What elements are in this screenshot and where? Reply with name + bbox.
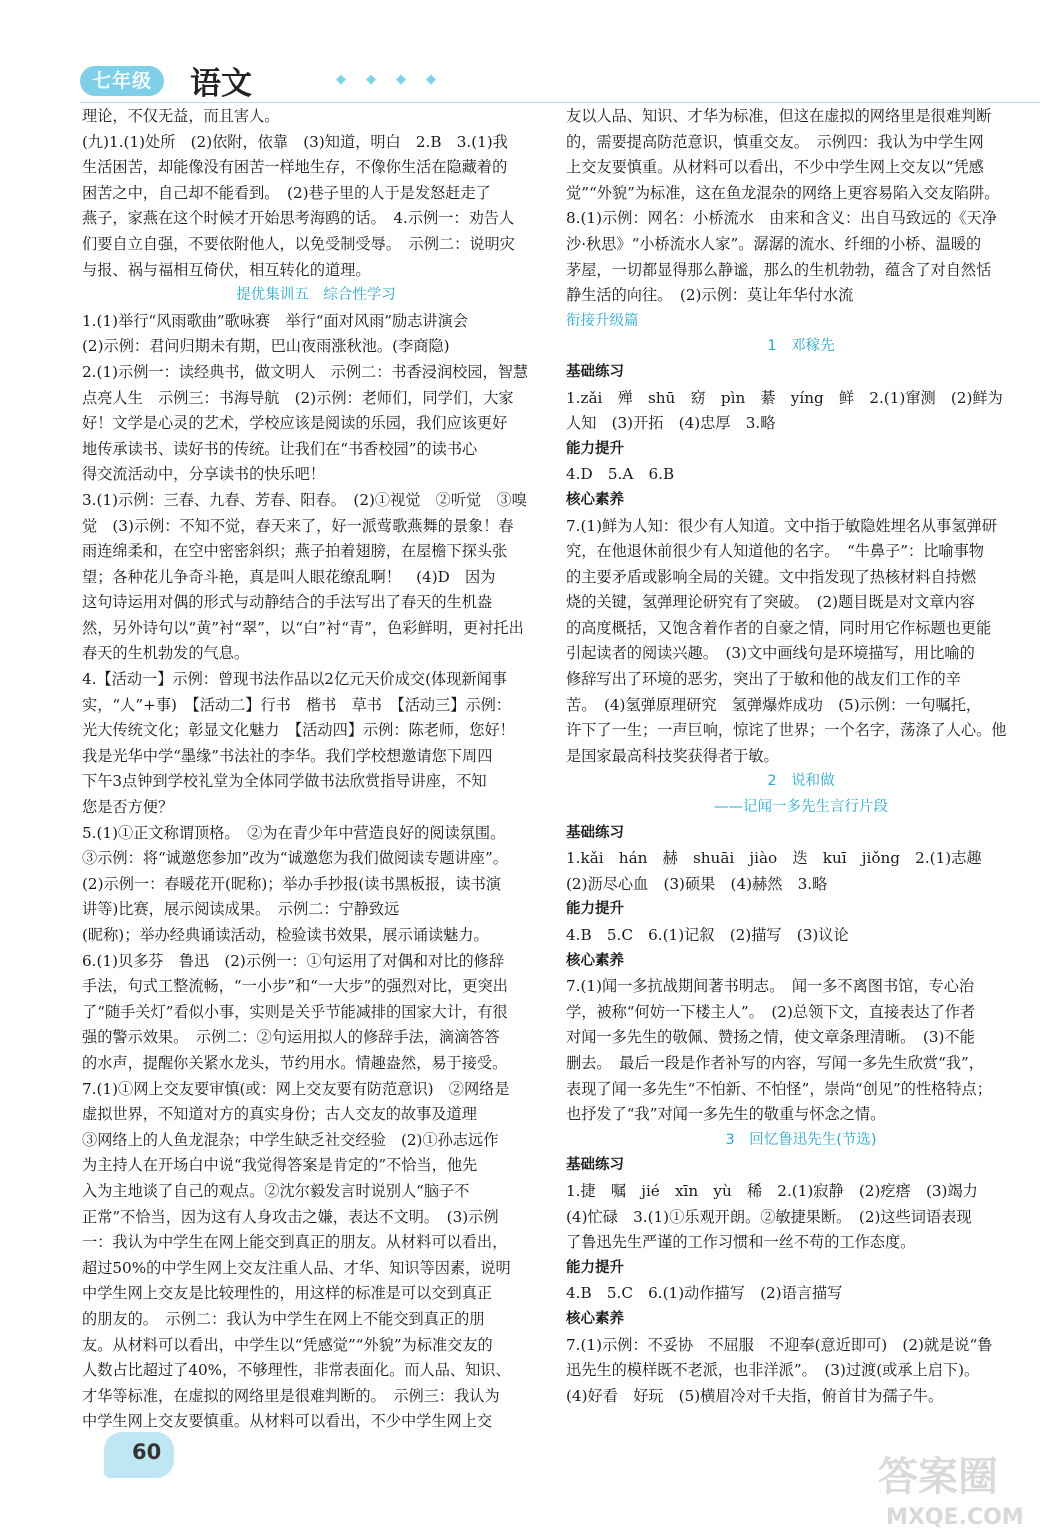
answer-line: 光大传统文化；彰显文化魅力 【活动四】示例：陈老师，您好！: [82, 721, 515, 740]
answer-line: 实，“人”+事) 【活动二】行书 楷书 草书 【活动三】示例：: [82, 695, 512, 714]
answer-line: 为主持人在开场白中说“我觉得答案是肯定的”不恰当，他先: [82, 1156, 478, 1175]
answer-line: 1.(1)举行“风雨歌曲”歌咏赛 举行“面对风雨”励志讲演会: [82, 311, 468, 330]
answer-line: 提优集训五 综合性学习: [236, 287, 396, 304]
answer-line: 许下了一生；一声巨响，惊诧了世界；一个名字，荡涤了人心。他: [566, 721, 1007, 740]
answer-line: 了鲁迅先生严谨的工作习惯和一丝不苟的工作态度。: [566, 1233, 916, 1252]
answer-line: 们要自立自强，不要依附他人，以免受制受辱。 示例二：说明灾: [82, 234, 515, 253]
answer-line: 与报、祸与福相互倚伏，相互转化的道理。: [82, 260, 371, 279]
answer-line: 4.B 5.C 6.(1)记叙 (2)描写 (3)议论: [566, 926, 849, 944]
watermark-url: MXQE.COM: [886, 1505, 1024, 1530]
right-answer-column: [566, 104, 1036, 1409]
answer-line: 7.(1)①网上交友要审慎(或：网上交友要有防范意识) ②网络是: [82, 1079, 510, 1098]
answer-line: 沙·秋思》“小桥流水人家”。潺潺的流水、纤细的小桥、温暖的: [566, 234, 982, 253]
answer-line: 学，被称“何妨一下楼主人”。 (2)总领下文，直接表达了作者: [566, 1002, 976, 1021]
answer-line: 春天的生机勃发的气息。: [82, 644, 250, 663]
answer-line: 7.(1)闻一多抗战期间著书明志。 闻一多不离图书馆，专心治: [566, 977, 975, 996]
subject-title: 语文: [190, 66, 252, 102]
answer-line: 友以人品、知识、才华为标准，但这在虚拟的网络里是很难判断: [566, 107, 992, 125]
answer-line: 虚拟世界，不知道对方的真实身份；古人交友的故事及道理: [82, 1105, 477, 1124]
answer-line: (昵称)；举办经典诵读活动，检验读书效果，展示诵读魅力。: [82, 926, 489, 944]
answer-line: 苦。 (4)氢弹原理研究 氢弹爆炸成功 (5)示例：一句嘱托，: [566, 695, 982, 714]
answer-line: 雨连绵柔和，在空中密密斜织；燕子拍着翅膀，在屋檐下探头张: [82, 542, 508, 561]
answer-line: 1.zǎi 殚 shū 窈 pìn 綦 yíng 鲜 2.(1)窜测 (2)鲜为: [566, 388, 1003, 407]
answer-line: 基础练习: [566, 824, 624, 841]
answer-line: ③示例：将“诚邀您参加”改为“诚邀您为我们做阅读专题讲座”。: [82, 849, 508, 868]
decorative-stars: ◆◆◆◆: [336, 72, 456, 87]
page-number: 60: [132, 1440, 162, 1464]
answer-line: (4)忙碌 3.(1)①乐观开朗。②敏捷果断。 (2)这些词语表现: [566, 1207, 972, 1226]
answer-line: 的水声，提醒你关紧水龙头，节约用水。情趣盎然，易于接受。: [82, 1053, 508, 1072]
answer-line: 的主要矛盾或影响全局的关键。文中指发现了热核材料自持燃: [566, 567, 977, 586]
answer-line: 下午3点钟到学校礼堂为全体同学做书法欣赏指导讲座，不知: [82, 772, 487, 791]
answer-line: 2 说和做: [767, 773, 835, 790]
answer-line: 2.(1)示例一：读经典书，做文明人 示例二：书香浸润校园，智慧: [82, 362, 529, 381]
answer-line: 上交友要慎重。从材料可以看出，不少中学生网上交友以“凭感: [566, 158, 984, 177]
answer-line: 才华等标准，在虚拟的网络里是很难判断的。 示例三：我认为: [82, 1386, 500, 1405]
answer-line: 得交流活动中，分享读书的快乐吧！: [82, 465, 325, 484]
answer-line: 好！文学是心灵的艺术，学校应该是阅读的乐园，我们应该更好: [82, 414, 508, 433]
answer-line: 5.(1)①正文称谓顶格。 ②为在青少年中营造良好的阅读氛围。: [82, 823, 506, 842]
answer-line: (九)1.(1)处所 (2)依附，依靠 (3)知道，明白 2.B 3.(1)我: [82, 132, 508, 151]
answer-line: 能力提升: [566, 901, 624, 918]
watermark-logo: [872, 1440, 1032, 1532]
answer-line: 燕子，家燕在这个时候才开始思考海鸥的话。 4.示例一：劝告人: [82, 209, 515, 228]
answer-line: 8.(1)示例：网名：小桥流水 由来和含义：出自马致远的《天净: [566, 209, 997, 228]
answer-line: 4.D 5.A 6.B: [566, 465, 675, 484]
page-header: [0, 0, 1052, 110]
answer-line: 地传承读书、读好书的传统。让我们在“书香校园”的读书心: [82, 439, 478, 458]
answer-line: 对闻一多先生的敬佩、赞扬之情，使文章条理清晰。 (3)不能: [566, 1028, 975, 1047]
watermark-text: 答案圈: [878, 1454, 998, 1500]
answer-line: 您是否方便？: [82, 798, 174, 817]
answer-line: 4.【活动一】示例：曾现书法作品以2亿元天价成交(体现新闻事: [82, 670, 507, 689]
left-answer-column: [82, 104, 550, 1435]
answer-line: 衔接升级篇: [566, 312, 639, 329]
answer-line: ③网络上的人鱼龙混杂；中学生缺乏社交经验 (2)①孙志远作: [82, 1130, 499, 1149]
answer-line: 能力提升: [566, 440, 624, 457]
answer-line: 基础练习: [566, 363, 624, 380]
answer-line: 3 回忆鲁迅先生(节选): [725, 1131, 877, 1148]
answer-line: 我是光华中学“墨缘”书法社的李华。我们学校想邀请您下周四: [82, 746, 493, 765]
header-divider: [80, 102, 1040, 103]
answer-line: 6.(1)贝多芬 鲁迅 (2)示例一：①句运用了对偶和对比的修辞: [82, 951, 505, 970]
answer-line: 基础练习: [566, 1157, 624, 1174]
answer-line: 友。从材料可以看出，中学生以“凭感觉”“外貌”为标准交友的: [82, 1335, 493, 1354]
answer-line: 手法，句式工整流畅，“一小步”和“一大步”的强烈对比，更突出: [82, 977, 508, 996]
answer-line: 的，需要提高防范意识，慎重交友。 示例四：我认为中学生网: [566, 132, 984, 151]
answer-line: 1.捷 嘱 jié xīn yù 稀 2.(1)寂静 (2)疙瘩 (3)竭力: [566, 1181, 978, 1200]
answer-line: (2)示例一：春暖花开(昵称)；举办手抄报(读书黑板报，读书演: [82, 874, 501, 893]
answer-line: 理论，不仅无益，而且害人。: [82, 107, 280, 125]
answer-line: 1 邓稼先: [767, 338, 835, 355]
answer-line: 觉”“外貌”为标准，这在鱼龙混杂的网络上更容易陷入交友陷阱。: [566, 183, 1000, 202]
answer-line: 困苦之中，自己却不能看到。 (2)巷子里的人于是发怒赶走了: [82, 183, 491, 202]
answer-line: 能力提升: [566, 1259, 624, 1276]
answer-line: 正常”不恰当，因为这有人身攻击之嫌，表达不文明。 (3)示例: [82, 1207, 499, 1226]
grade-badge: 七年级: [80, 66, 164, 96]
answer-line: 4.B 5.C 6.(1)动作描写 (2)语言描写: [566, 1284, 843, 1303]
answer-line: 中学生网上交友是比较理性的，用这样的标准是可以交到真正: [82, 1284, 493, 1303]
answer-line: 删去。 最后一段是作者补写的内容，写闻一多先生欣赏“我”，: [566, 1053, 984, 1072]
answer-line: 然，另外诗句以“黄”衬“翠”，以“白”衬“青”，色彩鲜明，更衬托出: [82, 618, 524, 637]
answer-line: 7.(1)示例：不妥协 不屈服 不迎奉(意近即可) (2)就是说“鲁: [566, 1335, 993, 1354]
answer-line: (2)示例：君问归期未有期，巴山夜雨涨秋池。(李商隐): [82, 337, 450, 356]
answer-line: 也抒发了“我”对闻一多先生的敬重与怀念之情。: [566, 1105, 886, 1124]
answer-line: 茅屋，一切都显得那么静谧，那么的生机勃勃，蕴含了对自然恬: [566, 260, 992, 279]
answer-line: 人知 (3)开拓 (4)忠厚 3.略: [566, 414, 776, 433]
answer-line: 超过50%的中学生网上交友注重人品、才华、知识等因素，说明: [82, 1258, 511, 1277]
answer-line: 3.(1)示例：三春、九春、芳春、阳春。 (2)①视觉 ②听觉 ③嗅: [82, 490, 527, 509]
answer-line: 生活困苦，却能像没有困苦一样地生存，不像你生活在隐藏着的: [82, 158, 508, 177]
answer-line: 核心素养: [566, 491, 624, 508]
answer-line: (2)沥尽心血 (3)硕果 (4)赫然 3.略: [566, 874, 828, 893]
answer-line: 修辞写出了环境的恶劣，突出了于敏和他的战友们工作的辛: [566, 670, 961, 689]
answer-line: 引起读者的阅读兴趣。 (3)文中画线句是环境描写，用比喻的: [566, 644, 975, 663]
answer-line: 迅先生的模样既不老派，也非洋派”。 (3)过渡(或承上启下)。: [566, 1361, 980, 1380]
answer-line: 中学生网上交友要慎重。从材料可以看出，不少中学生网上交: [82, 1412, 493, 1431]
answer-line: 这句诗运用对偶的形式与动静结合的手法写出了春天的生机盎: [82, 593, 493, 612]
answer-line: 入为主地谈了自己的观点。②沈尔毅发言时说别人“脑子不: [82, 1181, 470, 1200]
answer-line: 的朋友的。 示例二：我认为中学生在网上不能交到真正的朋: [82, 1309, 485, 1328]
answer-line: 7.(1)鲜为人知：很少有人知道。文中指于敏隐姓埋名从事氢弹研: [566, 516, 997, 535]
answer-line: 人数占比超过了40%，不够理性，非常表面化。而人品、知识、: [82, 1361, 511, 1380]
answer-line: 强的警示效果。 示例二：②句运用拟人的修辞手法，滴滴答答: [82, 1028, 500, 1047]
answer-line: 觉 (3)示例：不知不觉，春天来了，好一派莺歌燕舞的景象！春: [82, 516, 514, 535]
answer-line: ——记闻一多先生言行片段: [714, 799, 888, 816]
answer-line: 究，在他退休前很少有人知道他的名字。 “牛鼻子”：比喻事物: [566, 542, 984, 561]
answer-line: 望；各种花儿争奇斗艳，真是叫人眼花缭乱啊！ (4)D 因为: [82, 567, 496, 586]
answer-line: (4)好看 好玩 (5)横眉冷对千夫指，俯首甘为孺子牛。: [566, 1386, 944, 1405]
answer-line: 表现了闻一多先生“不怕新、不怕怪”，崇尚“创见”的性格特点；: [566, 1079, 992, 1098]
answer-line: 静生活的向往。 (2)示例：莫让年华付水流: [566, 286, 854, 305]
answer-line: 烧的关键，氢弹理论研究有了突破。 (2)题目既是对文章内容: [566, 593, 975, 612]
answer-line: 1.kǎi hán 赫 shuāi jiào 迭 kuī jiǒng 2.(1)志趣: [566, 849, 982, 868]
answer-line: 讲等)比赛，展示阅读成果。 示例二：宁静致远: [82, 900, 400, 919]
answer-line: 核心素养: [566, 1310, 624, 1327]
answer-line: 的高度概括，又饱含着作者的自豪之情，同时用它作标题也更能: [566, 618, 992, 637]
answer-line: 核心素养: [566, 952, 624, 969]
answer-line: 点亮人生 示例三：书海导航 (2)示例：老师们，同学们，大家: [82, 388, 514, 407]
answer-line: 一：我认为中学生在网上能交到真正的朋友。从材料可以看出，: [82, 1233, 508, 1252]
answer-line: 是国家最高科技奖获得者于敏。: [566, 746, 779, 765]
answer-line: 了“随手关灯”看似小事，实则是关乎节能减排的国家大计，有很: [82, 1002, 508, 1021]
